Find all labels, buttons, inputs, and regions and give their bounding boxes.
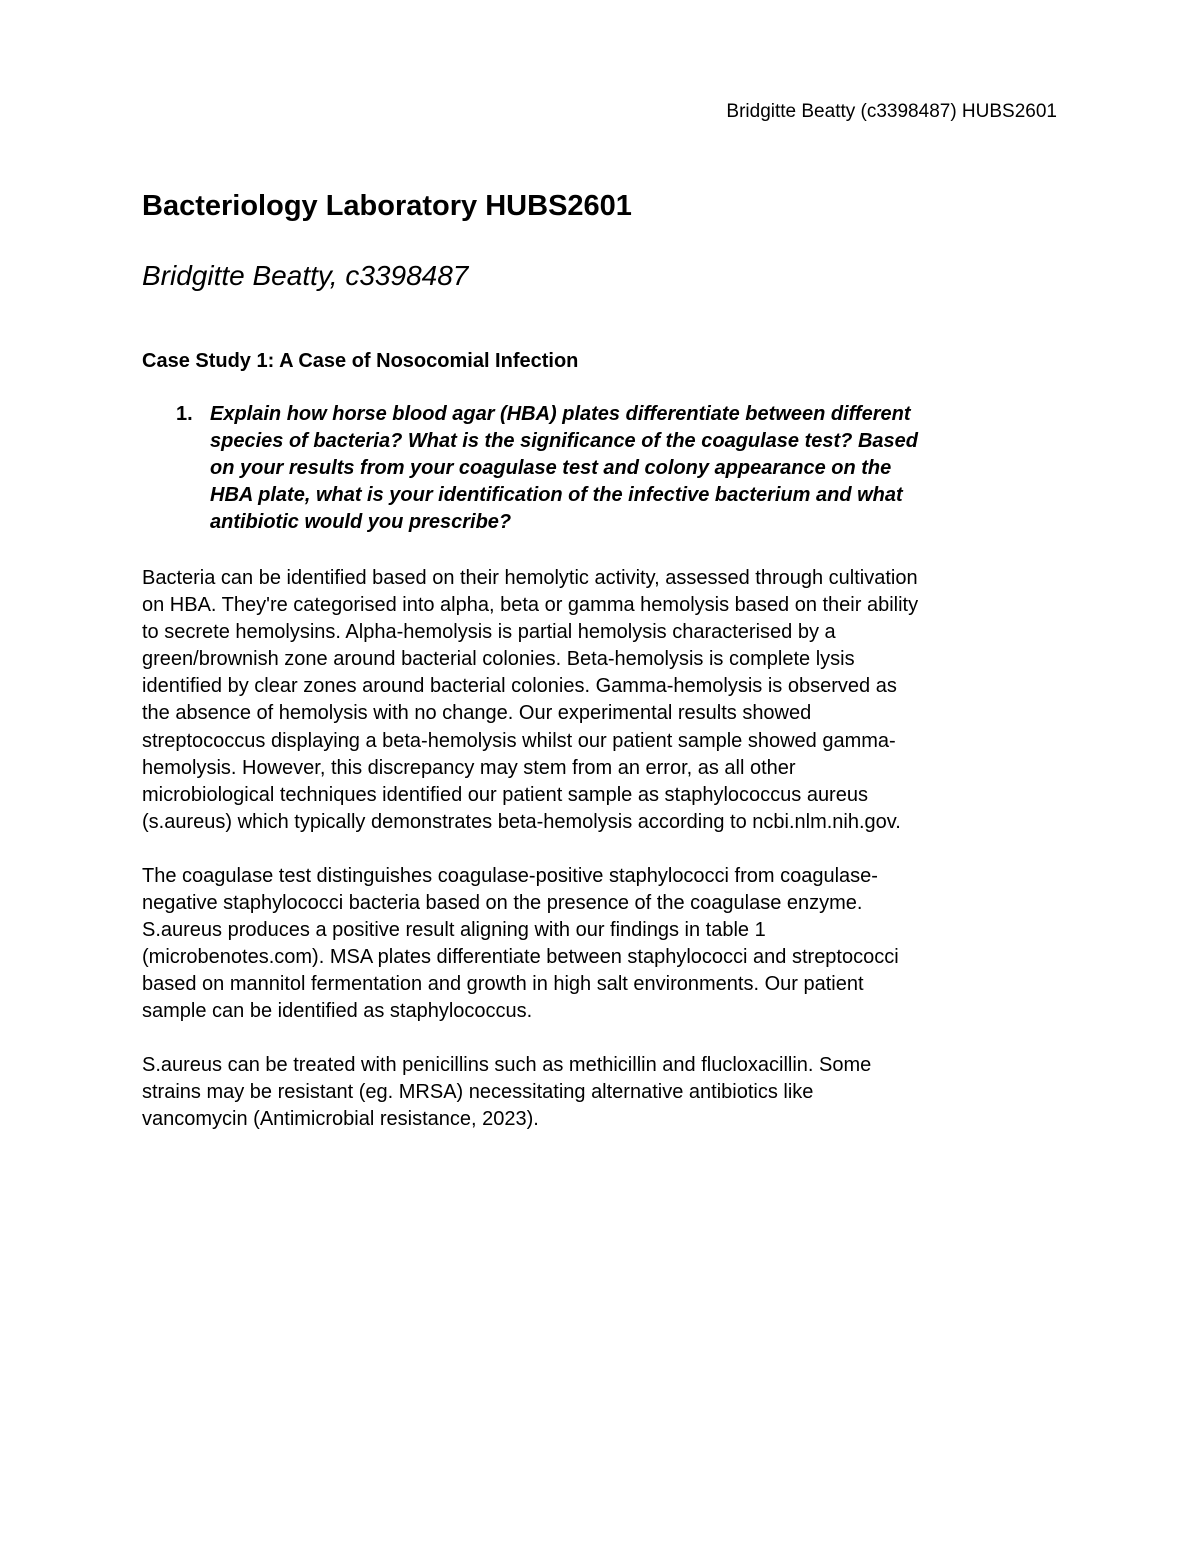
paragraph-line: vancomycin (Antimicrobial resistance, 2023). [142, 1108, 539, 1131]
paragraph-line: (s.aureus) which typically demonstrates beta-hemolysis according to ncbi.nlm.nih.gov. [142, 810, 901, 833]
question-line: species of bacteria? What is the significance of the coagulase test? Based [210, 430, 918, 452]
answer-paragraph-coagulase [142, 863, 899, 1026]
question-line: antibiotic would you prescribe? [210, 511, 512, 533]
question-line: Explain how horse blood agar (HBA) plates differentiate between different [210, 403, 911, 425]
case-study-heading: Case Study 1: A Case of Nosocomial Infection [142, 350, 579, 372]
question-item [176, 401, 1056, 536]
question-line: on your results from your coagulase test and colony appearance on the [210, 457, 892, 479]
paragraph-line: S.aureus produces a positive result aligning with our findings in table 1 [142, 919, 766, 942]
paragraph-line: identified by clear zones around bacterial colonies. Gamma-hemolysis is observed as [142, 675, 897, 698]
paragraph-line: The coagulase test distinguishes coagulase-positive staphylococci from coagulase- [142, 865, 878, 887]
paragraph-line: green/brownish zone around bacterial colonies. Beta-hemolysis is complete lysis [142, 648, 855, 671]
paragraph-line: the absence of hemolysis with no change. Our experimental results showed [142, 702, 812, 725]
answer-paragraph-treatment [142, 1052, 871, 1133]
paragraph-line: microbiological techniques identified our patient sample as staphylococcus aureus [142, 783, 868, 806]
paragraph-line: sample can be identified as staphylococcus. [142, 1000, 533, 1023]
question-list [176, 401, 1056, 536]
question-text [210, 401, 1056, 536]
paragraph-line: hemolysis. However, this discrepancy may stem from an error, as all other [142, 756, 796, 779]
question-line: HBA plate, what is your identification of the infective bacterium and what [210, 484, 903, 506]
paragraph-line: on HBA. They're categorised into alpha, beta or gamma hemolysis based on their ability [142, 594, 919, 617]
paragraph-line: based on mannitol fermentation and growth in high salt environments. Our patient [142, 973, 864, 996]
paragraph-line: Bacteria can be identified based on their hemolytic activity, assessed through cultivation [142, 567, 918, 589]
author-line: Bridgitte Beatty, c3398487 [142, 260, 469, 291]
paragraph-line: to secrete hemolysins. Alpha-hemolysis is partial hemolysis characterised by a [142, 621, 836, 644]
running-header: Bridgitte Beatty (c3398487) HUBS2601 [726, 101, 1057, 122]
question-number: 1. [176, 403, 193, 425]
paragraph-line: (microbenotes.com). MSA plates differentiate between staphylococci and streptococci [142, 946, 899, 969]
paragraph-line: streptococcus displaying a beta-hemolysis whilst our patient sample showed gamma- [142, 729, 896, 752]
paragraph-line: negative staphylococci bacteria based on the presence of the coagulase enzyme. [142, 892, 863, 915]
paragraph-line: strains may be resistant (eg. MRSA) necessitating alternative antibiotics like [142, 1081, 814, 1104]
document-title: Bacteriology Laboratory HUBS2601 [142, 190, 632, 222]
answer-paragraph-hemolysis [142, 565, 918, 836]
paragraph-line: S.aureus can be treated with penicillins such as methicillin and flucloxacillin. Some [142, 1054, 872, 1076]
